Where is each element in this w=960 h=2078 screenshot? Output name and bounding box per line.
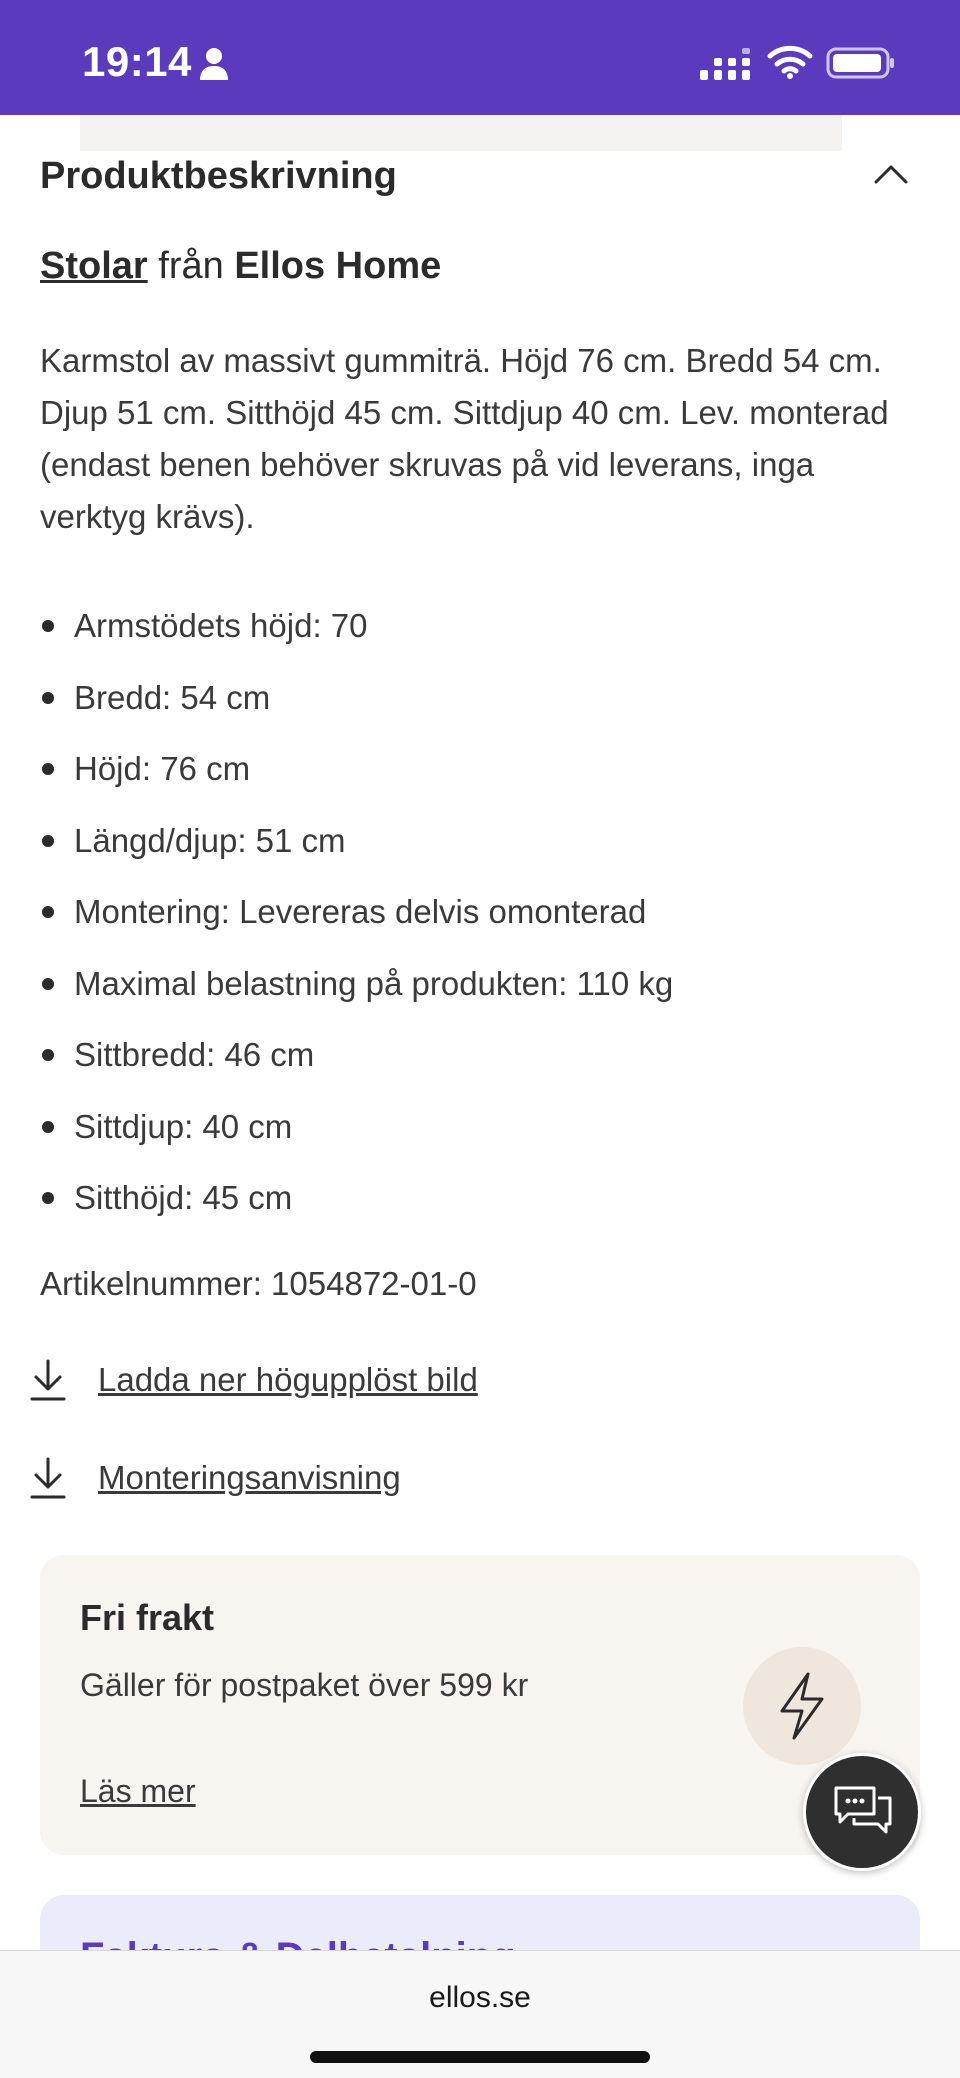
spec-item <box>40 1172 900 1244</box>
bullet <box>42 763 54 775</box>
bullet <box>42 1121 54 1133</box>
download-image-label[interactable]: Ladda ner högupplöst bild <box>98 1361 478 1398</box>
bullet <box>42 620 54 632</box>
spec-text: Längd/djup: 51 cm <box>74 821 346 859</box>
spec-item <box>40 886 900 958</box>
bullet <box>42 1049 54 1061</box>
url-bar[interactable]: ellos.se <box>429 1981 531 2014</box>
spec-item <box>40 815 900 887</box>
battery-icon <box>826 46 896 80</box>
spec-text: Montering: Levereras delvis omonterad <box>74 893 647 930</box>
section-title: Produktbeskrivning <box>40 155 397 197</box>
chat-button[interactable] <box>803 1753 921 1871</box>
spec-text: Armstödets höjd: 70 <box>74 607 368 644</box>
brand-connector: från <box>147 245 235 287</box>
bullet <box>42 978 54 990</box>
chevron-up-icon[interactable] <box>874 163 908 185</box>
bullet <box>42 692 54 704</box>
download-icon <box>30 1359 66 1403</box>
product-description-header[interactable] <box>40 145 920 205</box>
browser-bottom-bar <box>0 1950 960 2078</box>
signal-icon <box>700 48 752 82</box>
bullet <box>42 906 54 918</box>
download-image-link[interactable] <box>30 1355 730 1415</box>
assembly-instructions-label[interactable]: Monteringsanvisning <box>98 1459 401 1496</box>
page-content <box>0 115 960 1950</box>
spec-item <box>40 1101 900 1173</box>
brand-line <box>40 245 441 288</box>
spec-item <box>40 1029 900 1101</box>
download-icon <box>30 1457 66 1501</box>
category-link[interactable]: Stolar <box>40 245 148 287</box>
bullet <box>42 835 54 847</box>
spec-text: Sittbredd: 46 cm <box>74 1036 315 1073</box>
spec-text: Maximal belastning på produkten: 110 kg <box>74 964 674 1002</box>
article-number: Artikelnummer: 1054872-01-0 <box>40 1265 477 1302</box>
spec-item <box>40 600 900 672</box>
status-bar <box>0 0 960 115</box>
spec-text: Sittdjup: 40 cm <box>74 1107 293 1145</box>
status-time: 19:14 <box>82 38 192 85</box>
bullet <box>42 1192 54 1204</box>
spec-item <box>40 743 900 815</box>
bolt-badge <box>743 1647 861 1765</box>
free-shipping-card <box>40 1555 920 1855</box>
spec-text: Höjd: 76 cm <box>74 750 251 787</box>
shipping-text: Gäller för postpaket över 599 kr <box>80 1667 529 1703</box>
assembly-instructions-link[interactable] <box>30 1453 730 1513</box>
spec-item <box>40 672 900 744</box>
spec-list <box>40 600 900 1244</box>
spec-text: Bredd: 54 cm <box>74 678 271 716</box>
chat-icon <box>832 1784 894 1842</box>
wifi-icon <box>768 44 812 80</box>
bolt-icon <box>774 1671 830 1741</box>
product-description-text: Karmstol av massivt gummiträ. Höjd 76 cm. Bredd 54 cm. Djup 51 cm. Sitthöjd 45 cm. Sittdjup 40 cm. Lev. monterad (endast benen behöver skruvas på vid leverans, inga verktyg krävs). <box>40 342 889 535</box>
home-indicator[interactable] <box>310 2051 650 2063</box>
read-more-link[interactable]: Läs mer <box>80 1773 196 1809</box>
person-icon <box>198 46 230 82</box>
brand-name: Ellos Home <box>234 245 442 287</box>
spec-item <box>40 958 900 1030</box>
spec-text: Sitthöjd: 45 cm <box>74 1179 293 1216</box>
shipping-title: Fri frakt <box>80 1597 215 1638</box>
